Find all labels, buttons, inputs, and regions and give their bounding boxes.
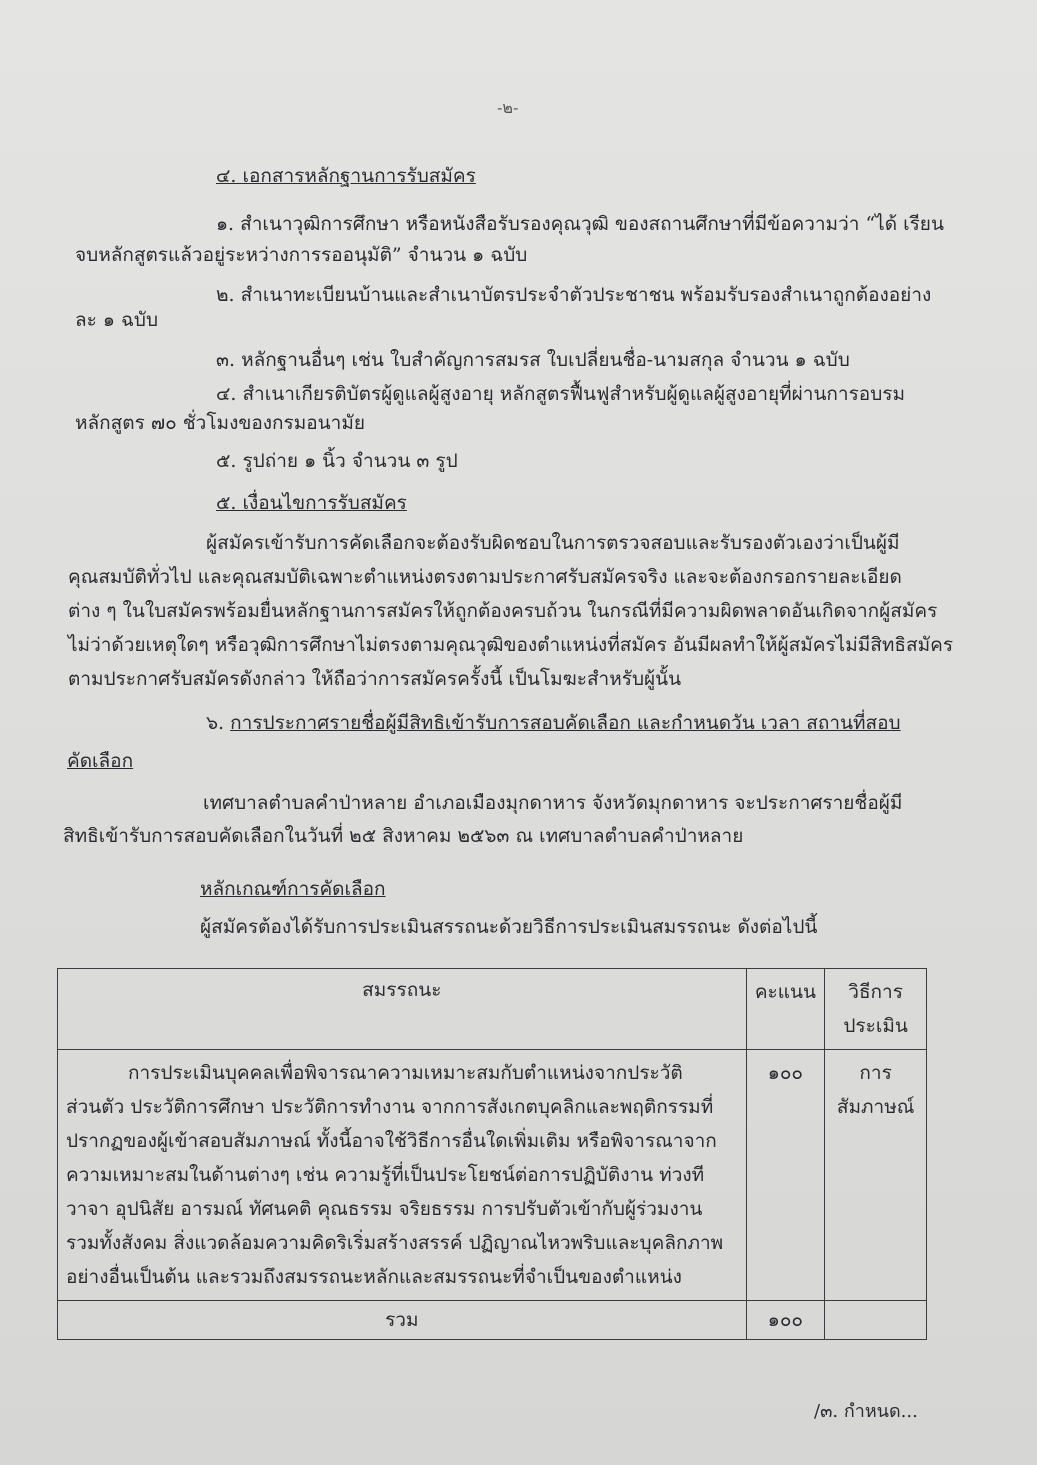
section4-item2-line2: ละ ๑ ฉบับ (75, 309, 159, 331)
competency-description (58, 1050, 747, 1301)
section5-line: ตามประกาศรับสมัครดังกล่าว ให้ถือว่าการสมัครครั้งนี้ เป็นโมฆะสำหรับผู้นั้น (68, 668, 682, 690)
table-row (58, 1050, 927, 1301)
competency-score: ๑๐๐ (746, 1050, 825, 1301)
competency-method (825, 1050, 927, 1301)
section5-line: ต่าง ๆ ในใบสมัครพร้อมยื่นหลักฐานการสมัครให้ถูกต้องครบถ้วน ในกรณีที่มีความผิดพลาดอันเกิดจากผู้สมัคร (68, 600, 938, 622)
section6-line1: เทศบาลตำบลคำป่าหลาย อำเภอเมืองมุกดาหาร จังหวัดมุกดาหาร จะประกาศรายชื่อผู้มี (203, 792, 903, 814)
header-competency: สมรรถนะ (58, 969, 747, 1050)
continuation-footer: /๓. กำหนด... (814, 1401, 918, 1422)
total-label: รวม (58, 1301, 747, 1340)
header-method-line2: ประเมิน (843, 1015, 908, 1037)
criteria-heading: หลักเกณฑ์การคัดเลือก (200, 878, 386, 900)
section4-item3: ๓. หลักฐานอื่นๆ เช่น ใบสำคัญการสมรส ใบเปลี่ยนชื่อ-นามสกุล จำนวน ๑ ฉบับ (216, 349, 850, 371)
section5-heading: ๕. เงื่อนไขการรับสมัคร (216, 492, 407, 514)
competency-line: ความเหมาะสมในด้านต่างๆ เช่น ความรู้ที่เป็นประโยชน์ต่อการปฏิบัติงาน ท่วงที (66, 1164, 705, 1186)
section6-line2: สิทธิเข้ารับการสอบคัดเลือกในวันที่ ๒๕ สิงหาคม ๒๕๖๓ ณ เทศบาลตำบลคำป่าหลาย (63, 825, 744, 847)
total-score: ๑๐๐ (746, 1301, 825, 1340)
section4-item4-line2: หลักสูตร ๗๐ ชั่วโมงของกรมอนามัย (75, 412, 365, 434)
criteria-intro: ผู้สมัครต้องได้รับการประเมินสรรถนะด้วยวิธีการประเมินสมรรถนะ ดังต่อไปนี้ (200, 916, 818, 938)
section4-item5: ๕. รูปถ่าย ๑ นิ้ว จำนวน ๓ รูป (216, 450, 458, 472)
header-score: คะแนน (746, 969, 825, 1050)
header-method (825, 969, 927, 1050)
table-header-row (58, 969, 927, 1050)
section5-line: ไม่ว่าด้วยเหตุใดๆ หรือวุฒิการศึกษาไม่ตรงตามคุณวุฒิของตำแหน่งที่สมัคร อันมีผลทำให้ผู้สมัครไม่มีสิทธิสมัคร (68, 634, 954, 656)
section5-paragraph (68, 526, 953, 696)
competency-line: ส่วนตัว ประวัติการศึกษา ประวัติการทำงาน จากการสังเกตบุคลิกและพฤติกรรมที่ (66, 1096, 714, 1118)
section4-item2-line1: ๒. สำเนาทะเบียนบ้านและสำเนาบัตรประจำตัวประชาชน พร้อมรับรองสำเนาถูกต้องอย่าง (216, 284, 932, 306)
section4-item4-line1: ๔. สำเนาเกียรติบัตรผู้ดูแลผู้สูงอายุ หลักสูตรฟื้นฟูสำหรับผู้ดูแลผู้สูงอายุที่ผ่านการอบรม (216, 383, 906, 405)
section6-heading (206, 710, 901, 736)
total-method-empty (825, 1301, 927, 1340)
competency-line: รวมทั้งสังคม สิ่งแวดล้อมความคิดริเริ่มสร้างสรรค์ ปฏิญาณไหวพริบและบุคลิกภาพ (66, 1232, 724, 1254)
competency-line: การประเมินบุคคลเพื่อพิจารณาความเหมาะสมกับตำแหน่งจากประวัติ (128, 1062, 683, 1084)
section4-heading: ๔. เอกสารหลักฐานการรับสมัคร (216, 165, 476, 187)
competency-line: วาจา อุปนิสัย อารมณ์ ทัศนคติ คุณธรรม จริยธรรม การปรับตัวเข้ากับผู้ร่วมงาน (66, 1198, 703, 1220)
page-number: -๒- (497, 98, 519, 117)
competency-line: ปรากฏของผู้เข้าสอบสัมภาษณ์ ทั้งนี้อาจใช้วิธีการอื่นใดเพิ่มเติม หรือพิจารณาจาก (66, 1130, 717, 1152)
method-line2: สัมภาษณ์ (836, 1096, 915, 1118)
table-total-row (58, 1301, 927, 1340)
section6-heading-line2: คัดเลือก (67, 750, 134, 772)
section6-number: ๖. (206, 712, 225, 734)
method-line1: การ (859, 1062, 892, 1084)
header-method-line1: วิธีการ (848, 981, 903, 1003)
competency-table (57, 968, 927, 1340)
section6-heading-line1: การประกาศรายชื่อผู้มีสิทธิเข้ารับการสอบคัดเลือก และกำหนดวัน เวลา สถานที่สอบ (230, 712, 901, 734)
competency-line: อย่างอื่นเป็นต้น และรวมถึงสมรรถนะหลักและสมรรถนะที่จำเป็นของตำแหน่ง (66, 1266, 682, 1288)
section5-line: คุณสมบัติทั่วไป และคุณสมบัติเฉพาะตำแหน่งตรงตามประกาศรับสมัครจริง และจะต้องกรอกรายละเอียด (68, 566, 902, 588)
section4-item1-line1: ๑. สำเนาวุฒิการศึกษา หรือหนังสือรับรองคุณวุฒิ ของสถานศึกษาที่มีข้อความว่า “ได้ เรียน (216, 213, 944, 235)
section5-line: ผู้สมัครเข้ารับการคัดเลือกจะต้องรับผิดชอบในการตรวจสอบและรับรองตัวเองว่าเป็นผู้มี (206, 532, 900, 554)
section4-item1-line2: จบหลักสูตรแล้วอยู่ระหว่างการรออนุมัติ” จำนวน ๑ ฉบับ (75, 244, 528, 266)
